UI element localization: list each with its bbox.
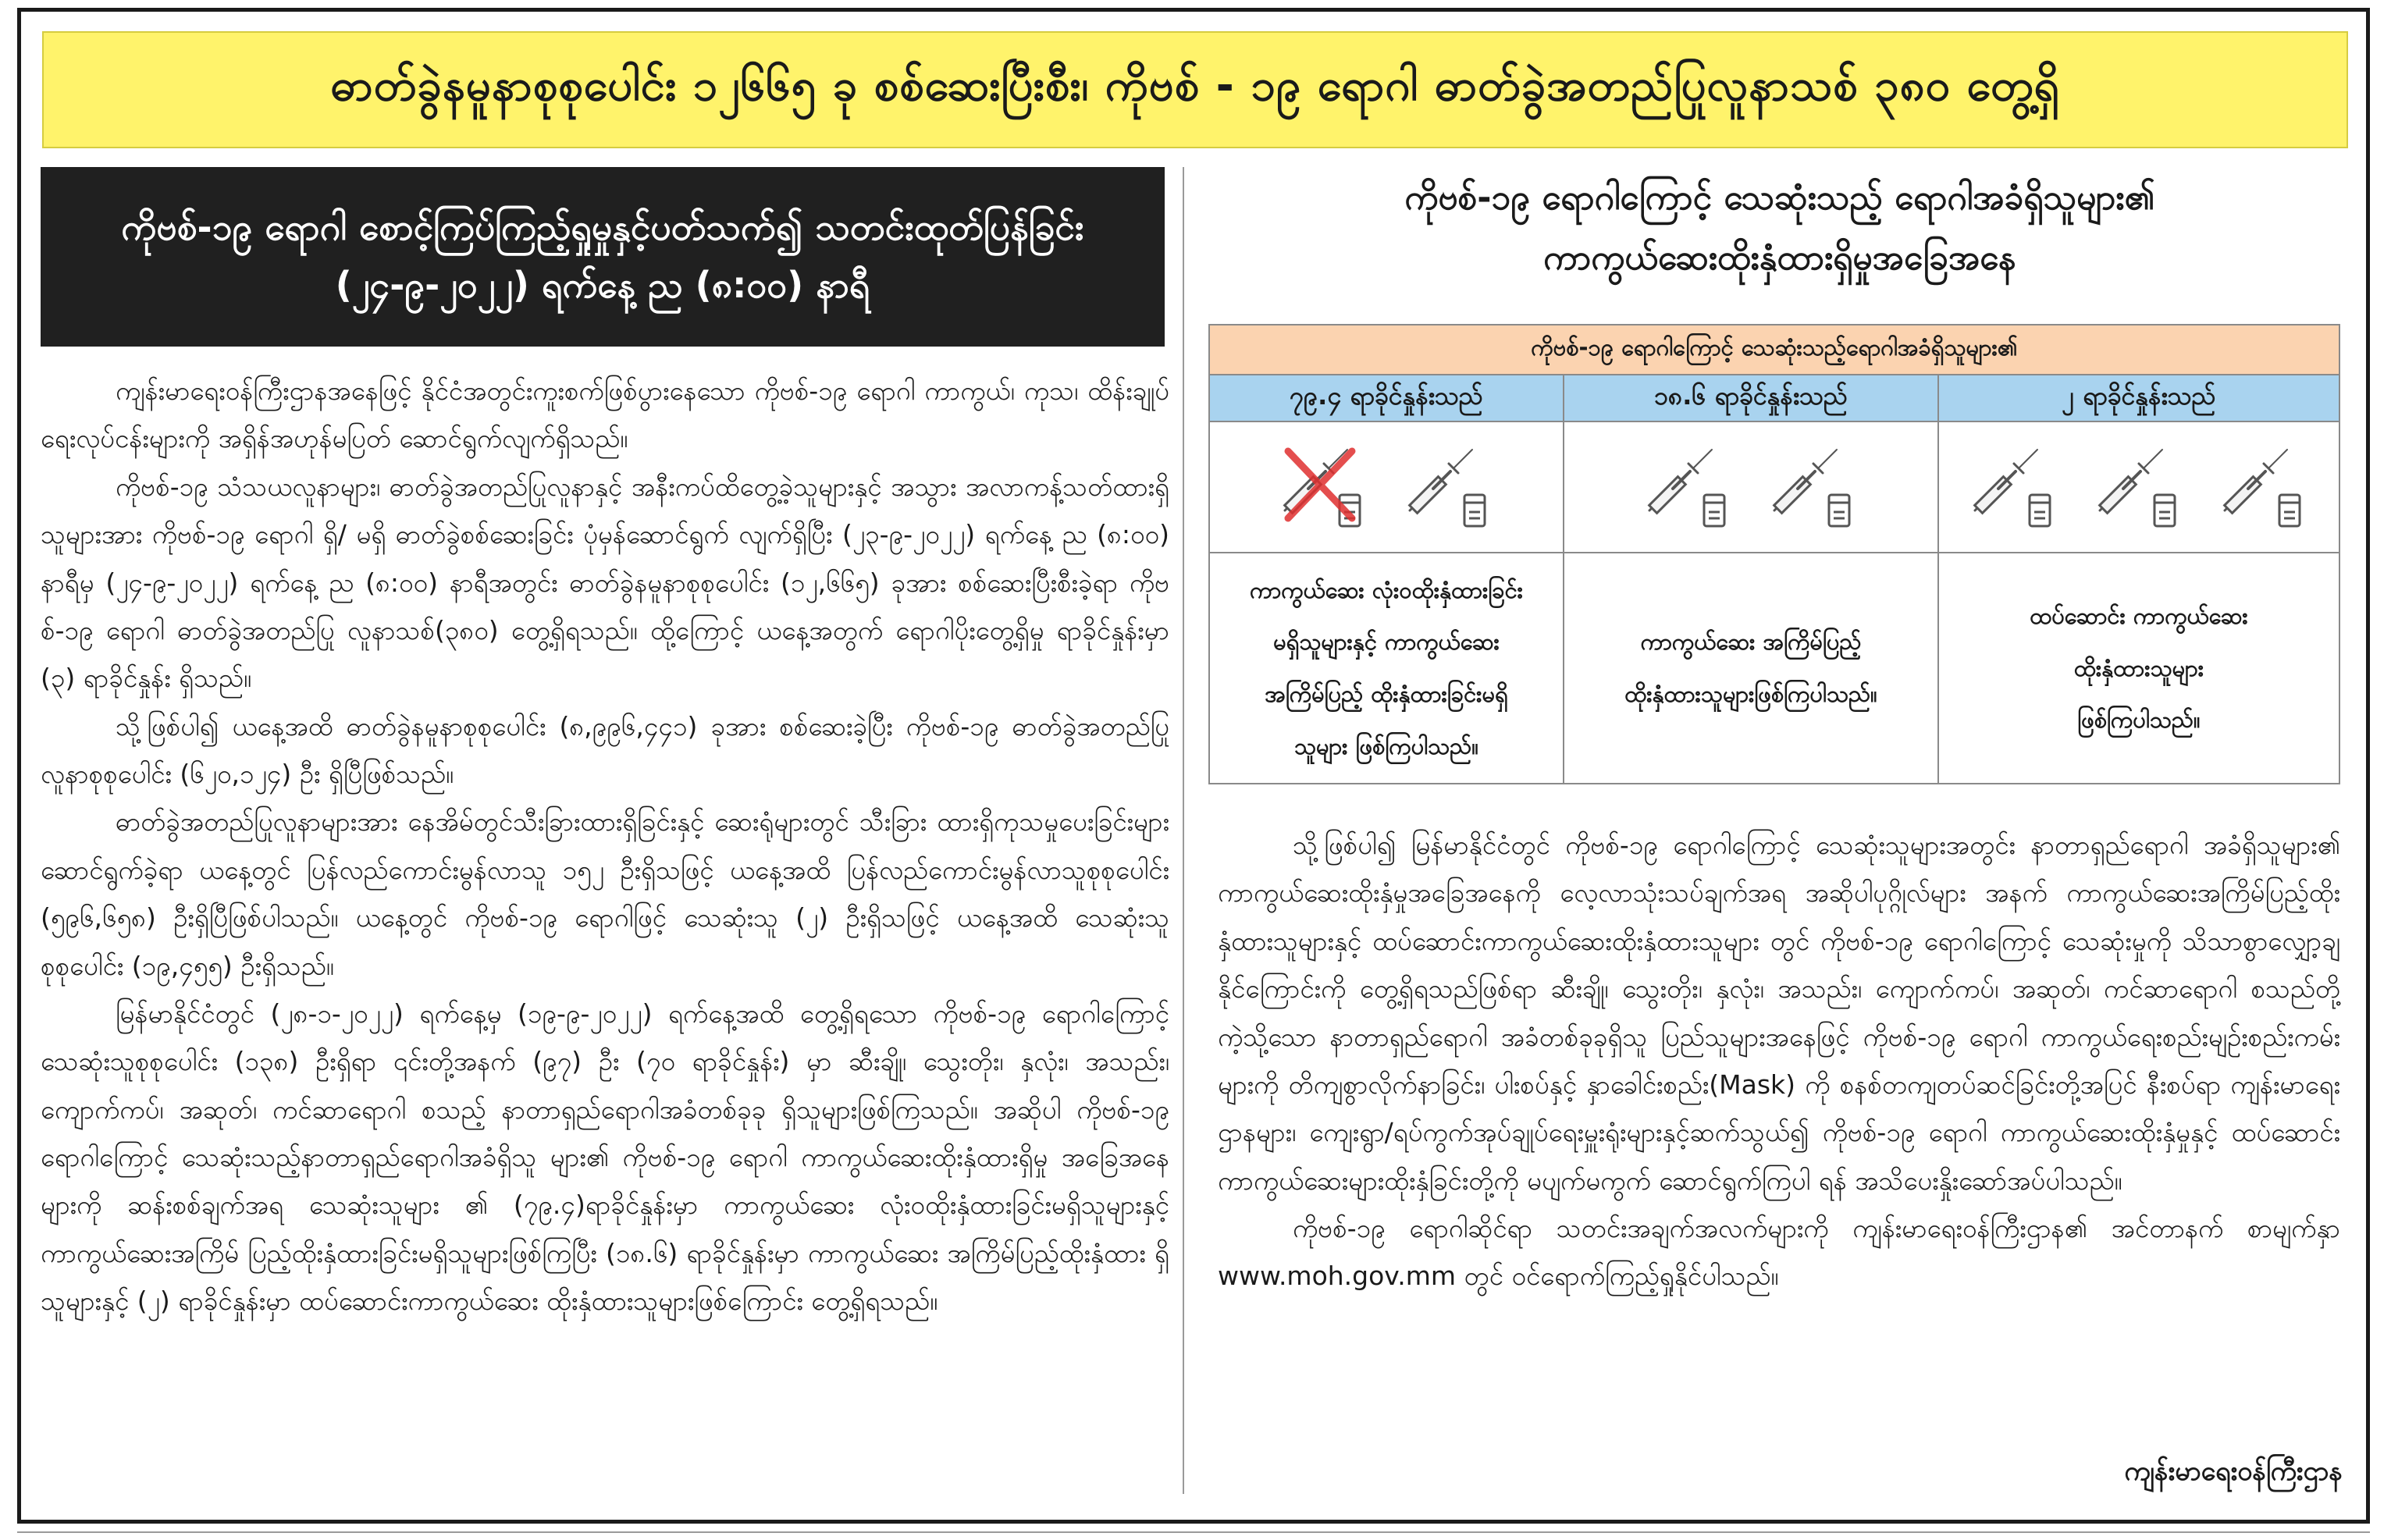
table-icon-row: [1210, 422, 2339, 553]
left-paragraph: မြန်မာနိုင်ငံတွင် (၂၈-၁-၂၀၂၂) ရက်နေ့မှ (၁၉-၉-၂၀၂၂) ရက်နေ့အထိ တွေ့ရှိရသော ကိုဗစ်-၁၉ ရောဂါကြောင့် သေဆုံးသူစုစုပေါင်း (၁၃၈) ဦးရှိရာ ၎င်းတို့အနက် (၉၇) ဦး (၇၀ ရာခိုင်နှုန်း) မှာ ဆီးချို၊ သွေးတိုး၊ နှလုံး၊ အသည်း၊ ကျောက်ကပ်၊ အဆုတ်၊ ကင်ဆာရောဂါ စသည့် နာတာရှည်ရောဂါအခံတစ်ခုခု ရှိသူများဖြစ်ကြသည်။ အဆိုပါ ကိုဗစ်-၁၉ ရောဂါကြောင့် သေဆုံးသည့်နာတာရှည်ရောဂါအခံရှိသူ များ၏ ကိုဗစ်-၁၉ ရောဂါ ကာကွယ်ဆေးထိုးနှံထားရှိမှု အခြေအနေများကို ဆန်းစစ်ချက်အရ သေဆုံးသူများ ၏ (၇၉.၄)ရာခိုင်နှုန်းမှာ ကာကွယ်ဆေး လုံးဝထိုးနှံထားခြင်းမရှိသူများနှင့် ကာကွယ်ဆေးအကြိမ် ပြည့်ထိုးနှံထားခြင်းမရှိသူများဖြစ်ကြပြီး (၁၈.၆) ရာခိုင်နှုန်းမှာ ကာကွယ်ဆေး အကြိမ်ပြည့်ထိုးနှံထား ရှိသူများနှင့် (၂) ရာခိုင်နှုန်းမှာ ထပ်ဆောင်းကာကွယ်ဆေး ထိုးနှံထားသူများဖြစ်ကြောင်း တွေ့ရှိရသည်။: [41, 998, 1169, 1317]
description-line: ကာကွယ်ဆေး လုံးဝထိုးနှံထားခြင်း: [1249, 576, 1524, 603]
right-paragraph: သို့ဖြစ်ပါ၍ မြန်မာနိုင်ငံတွင် ကိုဗစ်-၁၉ ရောဂါကြောင့် သေဆုံးသူများအတွင်း နာတာရှည်ရောဂါ အခံရှိသူများ၏ ကာကွယ်ဆေးထိုးနှံမှုအခြေအနေကို လေ့လာသုံးသပ်ချက်အရ အဆိုပါပုဂ္ဂိုလ်များ အနက် ကာကွယ်ဆေးအကြိမ်ပြည့်ထိုးနှံထားသူများနှင့် ထပ်ဆောင်းကာကွယ်ဆေးထိုးနှံထားသူများ တွင် ကိုဗစ်-၁၉ ရောဂါကြောင့် သေဆုံးမှုကို သိသာစွာလျှော့ချနိုင်ကြောင်းကို တွေ့ရှိရသည်ဖြစ်ရာ ဆီးချို၊ သွေးတိုး၊ နှလုံး၊ အသည်း၊ ကျောက်ကပ်၊ အဆုတ်၊ ကင်ဆာရောဂါ စသည်တို့ကဲ့သို့သော နာတာရှည်ရောဂါ အခံတစ်ခုခုရှိသူ ပြည်သူများအနေဖြင့် ကိုဗစ်-၁၉ ရောဂါ ကာကွယ်ရေးစည်းမျဉ်းစည်းကမ်းများကို တိကျစွာလိုက်နာခြင်း၊ ပါးစပ်နှင့် နှာခေါင်းစည်း(Mask) ကို စနစ်တကျတပ်ဆင်ခြင်းတို့အပြင် နီးစပ်ရာ ကျန်းမာရေးဌာနများ၊ ကျေးရွာ/ရပ်ကွက်အုပ်ချုပ်ရေးမှူးရုံးများနှင့်ဆက်သွယ်၍ ကိုဗစ်-၁၉ ရောဂါ ကာကွယ်ဆေးထိုးနှံမှုနှင့် ထပ်ဆောင်းကာကွယ်ဆေးများထိုးနှံခြင်းတို့ကို မပျက်မကွက် ဆောင်ရွက်ကြပါ ရန် အသိပေးနှိုးဆော်အပ်ပါသည်။: [1218, 830, 2340, 1196]
description-line: အကြိမ်ပြည့် ထိုးနှံထားခြင်းမရှိ: [1265, 681, 1508, 707]
left-article: [41, 367, 1169, 1491]
description-cell: [1939, 553, 2339, 783]
description-cell: [1564, 553, 1939, 783]
right-article: [1218, 821, 2340, 1300]
syringe-cell: [1210, 422, 1564, 553]
table-header-text: ကိုဗစ်-၁၉ ရောဂါကြောင့် သေဆုံးသည့်ရောဂါအခံရှိသူများ၏: [1531, 333, 2018, 361]
syringe-cell: [1564, 422, 1939, 553]
syringe-icon: [2092, 440, 2186, 534]
syringe-icon: [1767, 440, 1860, 534]
syringe-cell: [1939, 422, 2339, 553]
left-paragraph: သို့ဖြစ်ပါ၍ ယနေ့အထိ ဓာတ်ခွဲနမူနာစုစုပေါင်း (၈,၉၉၆,၄၄၁) ခုအား စစ်ဆေးခဲ့ပြီး ကိုဗစ်-၁၉ ဓာတ်ခွဲအတည်ပြုလူနာစုစုပေါင်း (၆၂၀,၁၂၄) ဦး ရှိပြီဖြစ်သည်။: [41, 710, 1169, 789]
description-line: ထိုးနှံထားသူများ: [2073, 654, 2204, 681]
crossed-syringe-icon: [1277, 440, 1371, 534]
description-line: သူများ ဖြစ်ကြပါသည်။: [1294, 732, 1478, 759]
notice-box: [41, 167, 1165, 347]
left-paragraph: ကျန်းမာရေးဝန်ကြီးဌာနအနေဖြင့် နိုင်ငံအတွင်းကူးစက်ဖြစ်ပွားနေသော ကိုဗစ်-၁၉ ရောဂါ ကာကွယ်၊ ကုသ၊ ထိန်းချုပ်ရေးလုပ်ငန်းများကို အရှိန်အဟုန်မပြတ် ဆောင်ရွက်လျက်ရှိသည်။: [41, 375, 1169, 454]
syringe-icon: [1967, 440, 2061, 534]
bottom-divider: [17, 1531, 2370, 1533]
description-line: ထပ်ဆောင်း ကာကွယ်ဆေး: [2030, 602, 2248, 629]
description-line: မရှိသူများနှင့် ကာကွယ်ဆေး: [1273, 628, 1500, 656]
table-description-row: [1210, 553, 2339, 783]
percent-cell: ၂ ရာခိုင်နှုန်းသည်: [1939, 375, 2339, 422]
vaccination-table: [1208, 324, 2340, 784]
headline-text: ဓာတ်ခွဲနမူနာစုစုပေါင်း ၁၂၆၆၅ ခု စစ်ဆေးပြီးစီး၊ ကိုဗစ် - ၁၉ ရောဂါ ဓာတ်ခွဲအတည်ပြုလူနာသစ် ၃၈၀ တွေ့ရှိ: [330, 60, 2060, 111]
percent-cell: ၁၈.၆ ရာခိုင်နှုန်းသည်: [1564, 375, 1939, 422]
signature: ကျန်းမာရေးဝန်ကြီးဌာန: [2124, 1456, 2343, 1487]
description-line: ထိုးနှံထားသူများဖြစ်ကြပါသည်။: [1624, 681, 1877, 707]
description-line: ဖြစ်ကြပါသည်။: [2077, 706, 2201, 734]
right-paragraph: ကိုဗစ်-၁၉ ရောဂါဆိုင်ရာ သတင်းအချက်အလက်များကို ကျန်းမာရေးဝန်ကြီးဌာန၏ အင်တာနက် စာမျက်နှာ www.moh.gov.mm တွင် ဝင်ရောက်ကြည့်ရှုနိုင်ပါသည်။: [1218, 1213, 2340, 1292]
right-title-line2: ကာကွယ်ဆေးထိုးနှံထားရှိမှုအခြေအနေ: [1543, 238, 2016, 278]
left-paragraph: ကိုဗစ်-၁၉ သံသယလူနာများ၊ ဓာတ်ခွဲအတည်ပြုလူနာနှင့် အနီးကပ်ထိတွေ့ခဲ့သူများနှင့် အသွား အလာကန့်သတ်ထားရှိသူများအား ကိုဗစ်-၁၉ ရောဂါ ရှိ/ မရှိ ဓာတ်ခွဲစစ်ဆေးခြင်း ပုံမှန်ဆောင်ရွက် လျက်ရှိပြီး (၂၃-၉-၂၀၂၂) ရက်နေ့ ည (၈:၀၀) နာရီမှ (၂၄-၉-၂၀၂၂) ရက်နေ့ ည (၈:၀၀) နာရီအတွင်း ဓာတ်ခွဲနမူနာစုစုပေါင်း (၁၂,၆၆၅) ခုအား စစ်ဆေးပြီးစီးခဲ့ရာ ကိုဗစ်-၁၉ ရောဂါ ဓာတ်ခွဲအတည်ပြု လူနာသစ်(၃၈၀) တွေ့ရှိရသည်။ ထို့ကြောင့် ယနေ့အတွက် ရောဂါပိုးတွေ့ရှိမှု ရာခိုင်နှုန်းမှာ (၃) ရာခိုင်နှုန်း ရှိသည်။: [41, 471, 1169, 694]
headline-banner: [42, 31, 2348, 148]
left-paragraph: ဓာတ်ခွဲအတည်ပြုလူနာများအား နေအိမ်တွင်သီးခြားထားရှိခြင်းနှင့် ဆေးရုံများတွင် သီးခြား ထားရှိကုသမှုပေးခြင်းများဆောင်ရွက်ခဲ့ရာ ယနေ့တွင် ပြန်လည်ကောင်းမွန်လာသူ ၁၅၂ ဦးရှိသဖြင့် ယနေ့အထိ ပြန်လည်ကောင်းမွန်လာသူစုစုပေါင်း (၅၉၆,၆၅၈) ဦးရှိပြီဖြစ်ပါသည်။ ယနေ့တွင် ကိုဗစ်-၁၉ ရောဂါဖြင့် သေဆုံးသူ (၂) ဦးရှိသဖြင့် ယနေ့အထိ သေဆုံးသူစုစုပေါင်း (၁၉,၄၅၅) ဦးရှိသည်။: [41, 806, 1169, 981]
description-line: ကာကွယ်ဆေး အကြိမ်ပြည့်: [1640, 628, 1862, 656]
percent-cell: ၇၉.၄ ရာခိုင်နှုန်းသည်: [1210, 375, 1564, 422]
syringe-icon: [1402, 440, 1496, 534]
right-section-title: [1218, 168, 2342, 288]
table-percent-row: [1210, 375, 2339, 422]
notice-title: ကိုဗစ်-၁၉ ရောဂါ စောင့်ကြပ်ကြည့်ရှုမှုနှင့်ပတ်သက်၍ သတင်းထုတ်ပြန်ခြင်း: [121, 206, 1084, 249]
syringe-icon: [1642, 440, 1735, 534]
syringe-icon: [2217, 440, 2311, 534]
notice-date: (၂၄-၉-၂၀၂၂) ရက်နေ့ ည (၈:၀၀) နာရီ: [335, 264, 870, 306]
right-title-line1: ကိုဗစ်-၁၉ ရောဂါကြောင့် သေဆုံးသည့် ရောဂါအခံရှိသူများ၏: [1404, 178, 2155, 218]
column-divider: [1183, 167, 1184, 1494]
description-cell: [1210, 553, 1564, 783]
table-header: [1210, 325, 2339, 375]
